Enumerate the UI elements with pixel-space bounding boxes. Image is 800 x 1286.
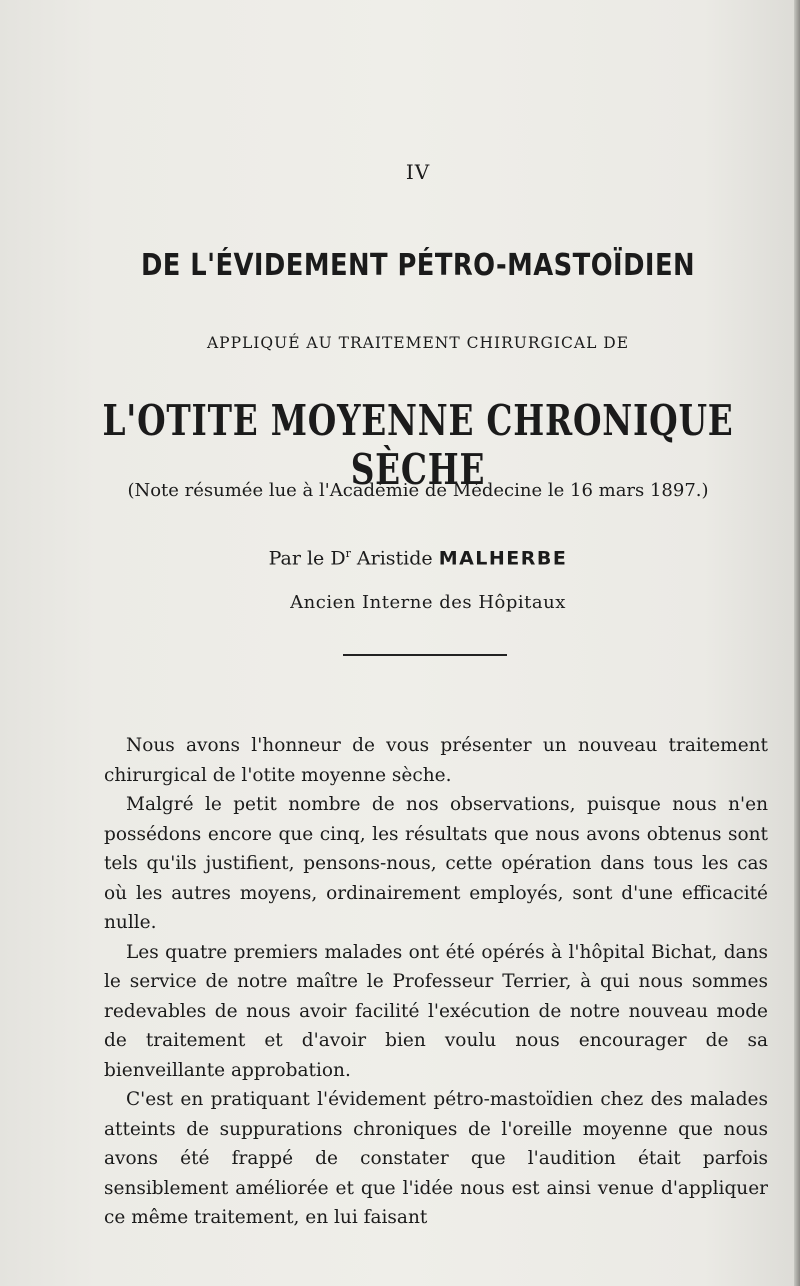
presentation-note: (Note résumée lue à l'Académie de Médecine le 16 mars 1897.) — [127, 480, 709, 501]
byline-prefix: Par le D — [268, 547, 346, 570]
article-subtitle: APPLIQUÉ AU TRAITEMENT CHIRURGICAL DE — [206, 334, 630, 352]
body-paragraph: C'est en pratiquant l'évidement pétro-mastoïdien chez des malades atteints de suppurations chroniques de l'oreille moyenne que nous avons été frappé de constater que l'audition était parfois sensiblement améliorée et que l'idée nous est ainsi venue d'appliquer ce même traitement, en lui faisant — [104, 1089, 768, 1228]
body-paragraph: Malgré le petit nombre de nos observations, puisque nous n'en possédons encore que cinq, les résultats que nous avons obtenus sont tels qu'ils justifient, pensons-nous, cette opération dans tous les cas où les autres moyens, ordinairement employés, sont d'une efficacité nulle. — [104, 794, 768, 933]
article-body — [104, 731, 768, 1233]
author-affiliation: Ancien Interne des Hôpitaux — [290, 592, 566, 613]
separator-rule — [343, 654, 507, 656]
byline-first-name: Aristide — [356, 547, 433, 570]
body-paragraph: Les quatre premiers malades ont été opérés à l'hôpital Bichat, dans le service de notre maître le Professeur Terrier, à qui nous sommes redevables de nous avoir facilité l'exécution de notre nouveau mode de traitement et d'avoir bien voulu nous encourager de sa bienveillante approbation. — [104, 941, 768, 1081]
author-byline — [0, 547, 800, 569]
article-title-line1: DE L'ÉVIDEMENT PÉTRO-MASTOÏDIEN — [140, 248, 696, 283]
page-edge-shadow — [794, 0, 800, 1286]
byline-title-sup: r — [345, 547, 351, 560]
byline-surname: MALHERBE — [438, 547, 568, 570]
section-number: IV — [405, 160, 431, 184]
article-title-line2: L'OTITE MOYENNE CHRONIQUE SÈCHE — [102, 396, 734, 494]
body-paragraph: Nous avons l'honneur de vous présenter un nouveau traitement chirurgical de l'otite moyenne sèche. — [104, 735, 768, 786]
